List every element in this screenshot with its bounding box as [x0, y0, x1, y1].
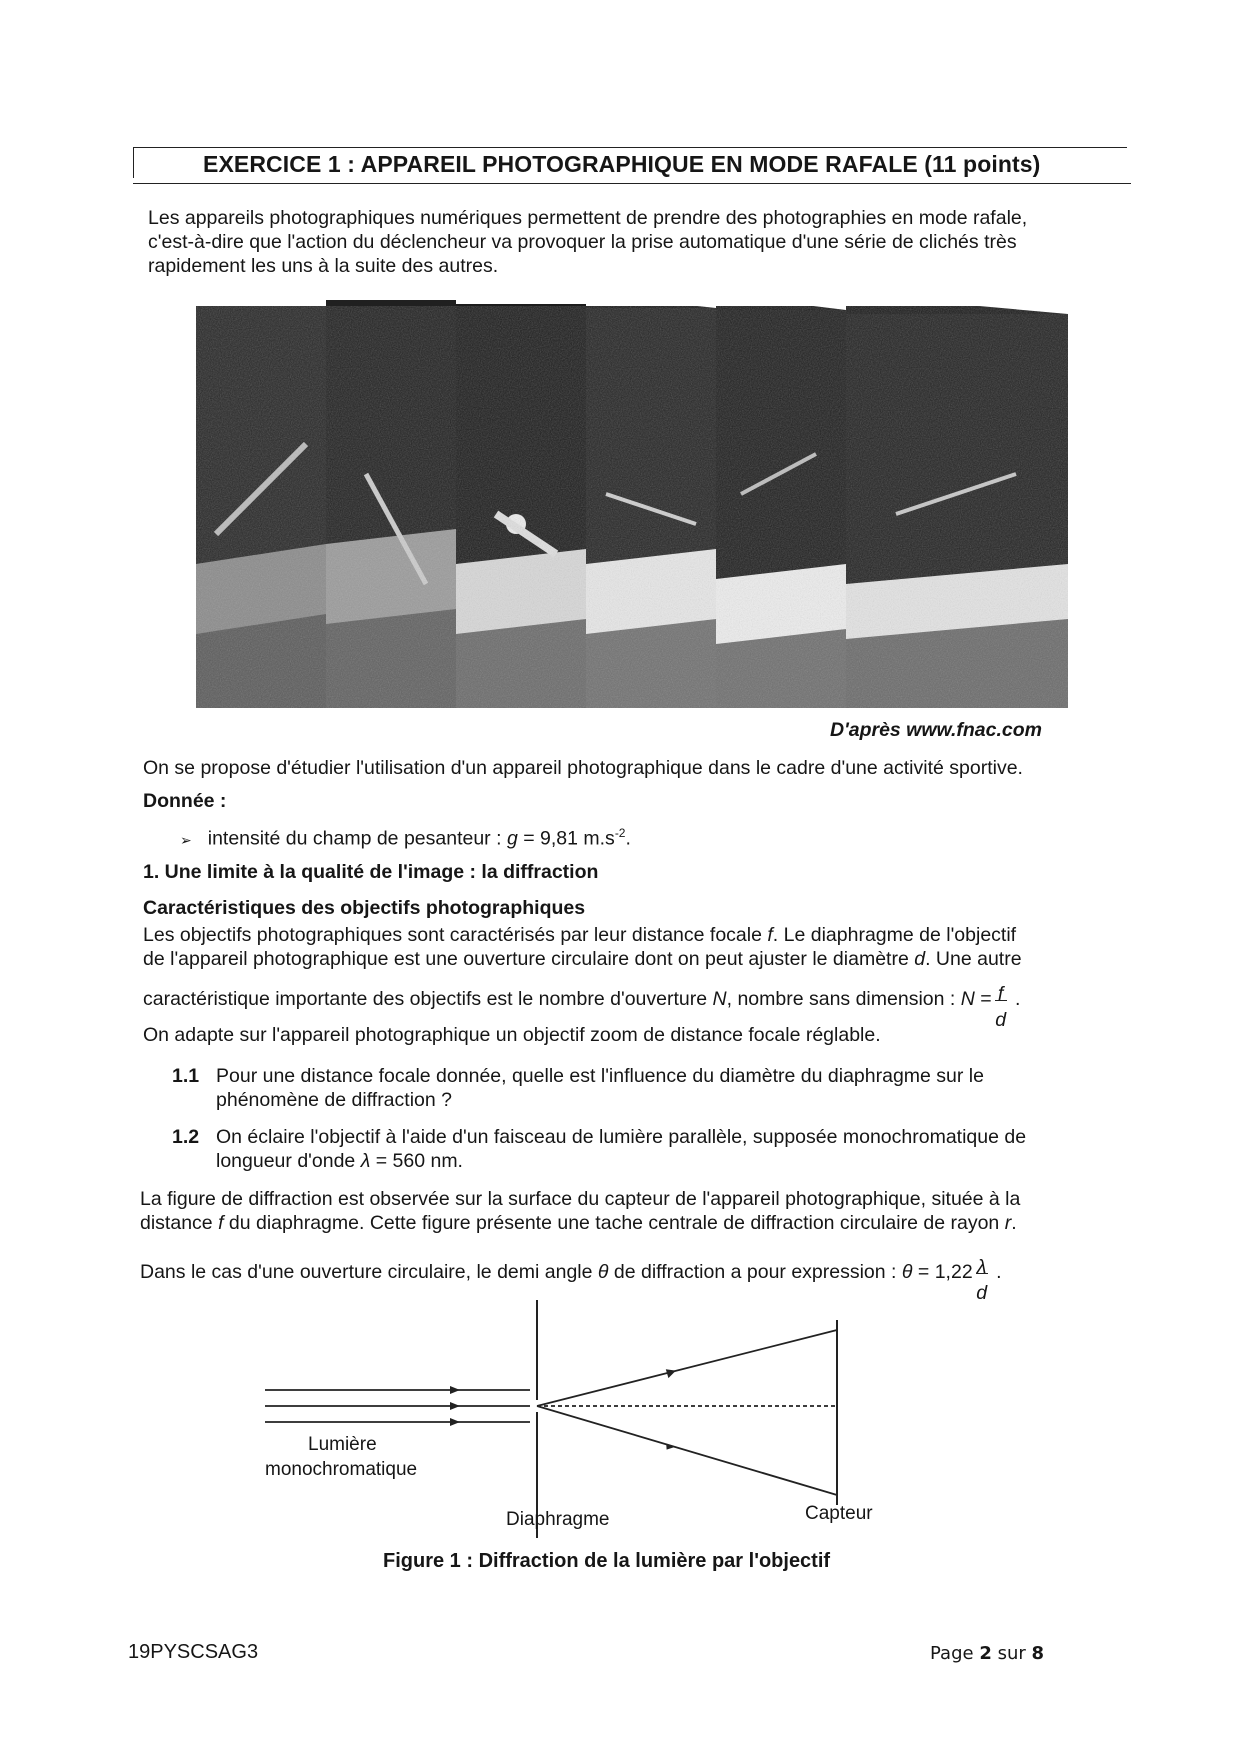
question-1-2-line1: On éclaire l'objectif à l'aide d'un faisceau de lumière parallèle, supposée monochromatique de: [216, 1126, 1027, 1148]
figure-text-line3: Dans le cas d'une ouverture circulaire, le demi angle θ de diffraction a pour expression : θ = 1,22 λ d .: [140, 1252, 1002, 1293]
title-underline: [133, 183, 1131, 184]
diffracted-ray-upper: [537, 1330, 837, 1406]
diffraction-diagram: [250, 1300, 850, 1540]
section-1-p1-line1: Les objectifs photographiques sont caractérisés par leur distance focale f. Le diaphragme de l'objectif: [143, 924, 1017, 946]
label-light-1: Lumière: [308, 1434, 377, 1455]
intro-line-3: rapidement les uns à la suite des autres.: [148, 255, 499, 277]
fraction-f-over-d: f d: [995, 982, 1007, 1031]
figure-text-line1: La figure de diffraction est observée sur la surface du capteur de l'appareil photographique, située à la: [140, 1188, 1021, 1210]
figure-caption: Figure 1 : Diffraction de la lumière par l'objectif: [383, 1550, 831, 1572]
question-1-1-line1: Pour une distance focale donnée, quelle est l'influence du diamètre du diaphragme sur le: [216, 1065, 984, 1087]
question-1-1-line2: phénomène de diffraction ?: [216, 1089, 452, 1111]
question-1-1: 1.1: [172, 1065, 200, 1087]
label-sensor: Capteur: [805, 1503, 873, 1524]
label-light-2: monochromatique: [265, 1459, 418, 1480]
photo-credit: D'après www.fnac.com: [830, 719, 1042, 741]
exercise-title: EXERCICE 1 : APPAREIL PHOTOGRAPHIQUE EN MODE RAFALE (11 points): [203, 151, 1041, 177]
fraction-lambda-over-d: λ d: [976, 1255, 988, 1304]
question-1-2: 1.2: [172, 1126, 200, 1148]
section-1-subheading: Caractéristiques des objectifs photographiques: [143, 897, 586, 919]
bullet-arrow-icon: ➢: [180, 831, 192, 848]
footer-page: Page 2 sur 8: [930, 1643, 1045, 1664]
footer-code: 19PYSCSAG3: [128, 1641, 259, 1663]
section-1-p2: On adapte sur l'appareil photographique un objectif zoom de distance focale réglable.: [143, 1024, 881, 1046]
figure-text-line2: distance f du diaphragme. Cette figure présente une tache centrale de diffraction circulaire de rayon r.: [140, 1212, 1017, 1234]
section-1-p1-line2: de l'appareil photographique est une ouverture circulaire dont on peut ajuster le diamètre d. Une autre: [143, 948, 1022, 970]
burst-photo: [196, 294, 1068, 708]
section-1-p1-line3: caractéristique importante des objectifs est le nombre d'ouverture N, nombre sans dimension : N = f d .: [143, 979, 1020, 1020]
question-1-2-line2: longueur d'onde λ = 560 nm.: [216, 1150, 463, 1172]
donnee-heading: Donnée :: [143, 790, 227, 812]
donnee-item: ➢ intensité du champ de pesanteur : g = 9,81 $m.s^{-2}$.: [180, 826, 631, 850]
diffracted-ray-lower: [537, 1406, 837, 1495]
label-diaphragm: Diaphragme: [506, 1509, 610, 1530]
section-1-heading: 1. Une limite à la qualité de l'image : la diffraction: [143, 861, 599, 883]
intro-line-1: Les appareils photographiques numériques permettent de prendre des photographies en mode rafale,: [148, 207, 1028, 229]
intro-line-2: c'est-à-dire que l'action du déclencheur va provoquer la prise automatique d'une série de clichés très: [148, 231, 1017, 253]
study-sentence: On se propose d'étudier l'utilisation d'un appareil photographique dans le cadre d'une activité sportive.: [143, 757, 1023, 779]
